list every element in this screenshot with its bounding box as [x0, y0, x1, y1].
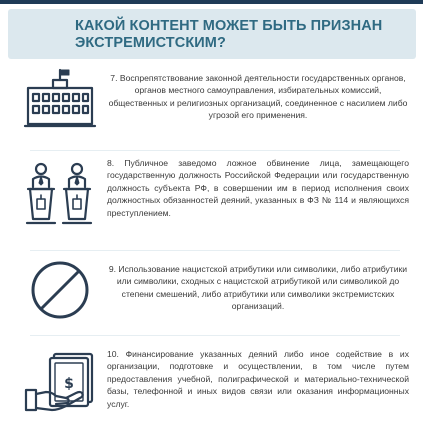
list-item-9 — [0, 253, 423, 333]
item-9-text: 9. Использование нацистской атрибутики или символики, либо атрибутики или символики, сходных с нацистской атрибутикой или символикой до степени смешений, либо атрибутики или символики экстремистских организаций. — [108, 264, 408, 312]
government-building-icon — [22, 68, 98, 130]
prohibited-sign-icon — [22, 259, 98, 321]
divider — [30, 335, 400, 336]
item-10-text: 10. Финансирование указанных деяний либо иное содействие в их организации, подготовке и осуществлении, в том числе путем предоставления учебной, полиграфической и материально-технической базы, телефонной и иных видов связи или оказания информационных услуг. — [107, 349, 409, 409]
list-item-8 — [0, 153, 423, 253]
top-strip — [0, 0, 423, 4]
list-item-7 — [0, 64, 423, 152]
podium-speakers-icon — [22, 159, 98, 229]
svg-text:$: $ — [64, 376, 74, 392]
divider — [30, 150, 400, 151]
money-in-hand-icon — [22, 350, 98, 416]
header-banner — [8, 9, 416, 59]
item-7-text: 7. Воспрепятствование законной деятельности государственных органов, органов местного самоуправления, избирательных комиссий, общественных и религиозных организаций, соединенное с насилием либо угрозой его применения. — [108, 73, 408, 121]
item-8-text: 8. Публичное заведомо ложное обвинение лица, замещающего государственную должность Российской Федерации или государственную должность субъекта РФ, в совершении им в период исполнения своих должностных обязанностей деяний, указанных в ФЗ № 114 и являющихся преступлением. — [107, 158, 409, 218]
list-item-10 — [0, 338, 423, 430]
divider — [30, 250, 400, 251]
page-title: КАКОЙ КОНТЕНТ МОЖЕТ БЫТЬ ПРИЗНАН ЭКСТРЕМИСТСКИМ? — [75, 18, 383, 51]
